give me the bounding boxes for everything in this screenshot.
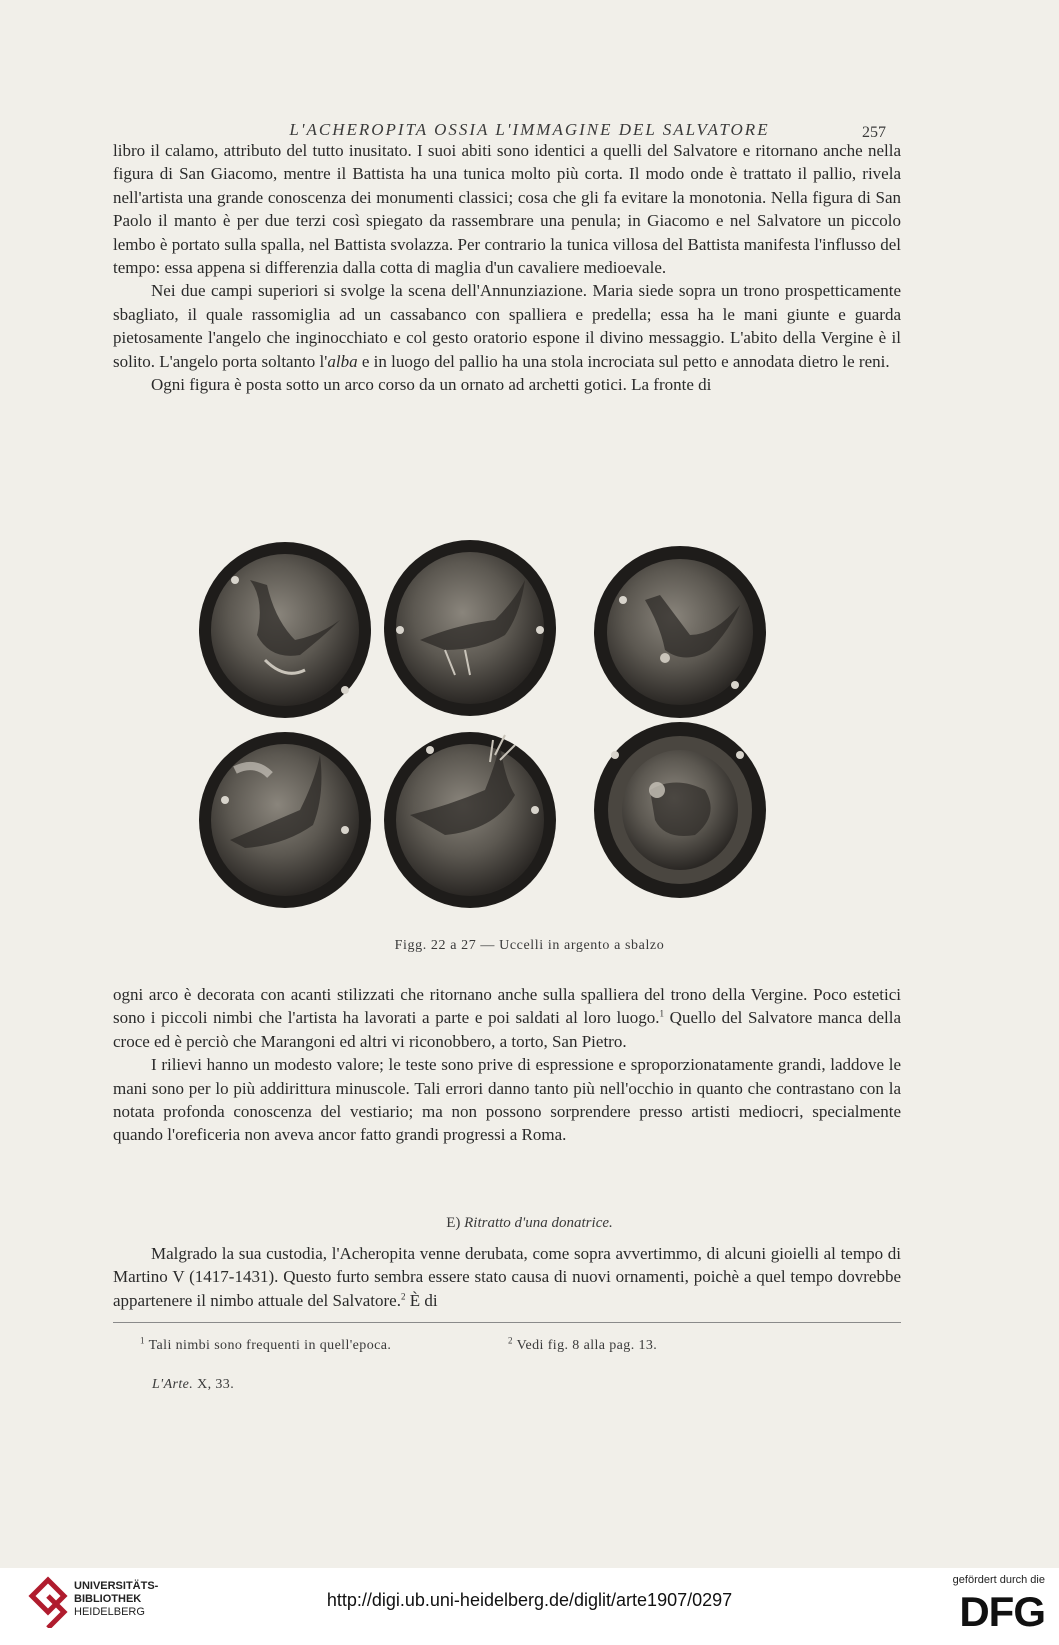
text-block-top	[113, 139, 901, 396]
paragraph-3: Ogni figura è posta sotto un arco corso da un ornato ad archetti gotici. La fronte di	[151, 375, 712, 395]
figure-silver-birds	[195, 540, 815, 920]
permalink-url[interactable]: http://digi.ub.uni-heidelberg.de/diglit/arte1907/0297	[326, 1590, 733, 1610]
medallion-fig-22	[199, 542, 371, 718]
page-number: 257	[862, 124, 886, 141]
signature-journal: L'Arte.	[152, 1377, 194, 1392]
paragraph-1: libro il calamo, attributo del tutto inusitato. I suoi abiti sono identici a quelli del Salvatore e ritornano anche nella figura di San Giacomo, mentre il Battista ha una tunica molto più corta. Il modo onde è trattato il pallio, rivela nell'artista una grande conoscenza dei monumenti classici; cosa che gli fa evitare la monotonia. Nella figura di San Paolo il manto è per due terzi così spiegato da rassembrare una penula; in Giacomo e nel Salvatore un piccolo lembo è portato sulla spalla, nel Battista svolazza. Per contrario la tunica villosa del Battista manifesta l'influsso del tempo: essa appena si differenzia dalla cotta di maglia d'un cavaliere medioevale.	[113, 141, 901, 278]
paragraph-2-text-end: e in luogo del pallio ha una stola incrociata sul petto e annodata dietro le reni.	[357, 351, 890, 371]
footnote-1	[140, 1335, 392, 1354]
footnote-ref-1: 1	[659, 1008, 664, 1019]
paragraph-4-text: ogni arco è decorata con acanti stilizzati che ritornano anche sulla spalliera del trono della Vergine. Poco estetici sono i piccoli nimbi che l'artista ha lavorati a parte e poi saldati al loro luogo.	[113, 985, 901, 1028]
text-block-middle	[113, 983, 901, 1147]
paragraph-6-text-end: È di	[405, 1290, 438, 1310]
medallion-fig-24	[594, 546, 766, 718]
dfg-logo: DFG	[959, 1588, 1045, 1635]
library-name-line-1: UNIVERSITÄTS-	[74, 1580, 159, 1592]
text-block-bottom	[113, 1242, 901, 1312]
paragraph-4-text-end: Quello del Salvatore manca della croce ed è perciò che Marangoni ed altri vi riconobbero, a torto, San Pietro.	[113, 1008, 901, 1051]
medallion-fig-26	[384, 732, 556, 908]
footnote-ref-2: 2	[400, 1291, 406, 1302]
footnote-divider	[113, 1322, 901, 1323]
signature-volume: X, 33.	[197, 1377, 235, 1392]
paragraph-5: I rilievi hanno un modesto valore; le teste sono prive di espressione e sproporzionatamente grandi, laddove le mani sono per lo più addirittura minuscole. Tali errori danno tanto più nell'occhio in quanto che contrastano con la notata profonda conoscenza del vestiario; ma non possono sorprendere presso artisti mediocri, specialmente quando l'oreficeria non aveva ancor fatto grandi progressi a Roma.	[113, 1055, 901, 1145]
paragraph-2-text: Nei due campi superiori si svolge la scena dell'Annunziazione. Maria siede sopra un trono prospetticamente sbagliato, il quale rassomiglia ad un cassabanco con spalliera e predella; essa ha le mani giunte e guarda pietosamente l'angelo che inginocchiato e col gesto oratorio espone il divino messaggio. L'abito della Vergine è il solito. L'angelo porta soltanto l'	[113, 281, 901, 371]
medallion-fig-27	[594, 722, 766, 898]
medallion-plate	[195, 540, 815, 920]
paragraph-2	[113, 279, 901, 373]
section-letter: E)	[446, 1215, 461, 1231]
figure-caption: Figg. 22 a 27 — Uccelli in argento a sbalzo	[394, 938, 665, 953]
paragraph-2-italic: alba	[327, 351, 358, 371]
footnote-1-text: Tali nimbi sono frequenti in quell'epoca.	[148, 1338, 392, 1353]
funded-by-label: gefördert durch die	[952, 1574, 1045, 1586]
section-heading	[0, 1215, 1059, 1232]
medallion-fig-25	[199, 732, 371, 908]
section-title: Ritratto d'una donatrice.	[464, 1215, 613, 1231]
paragraph-4	[113, 983, 901, 1053]
library-name-line-2: BIBLIOTHEK	[74, 1593, 142, 1605]
paragraph-6-text: Malgrado la sua custodia, l'Acheropita venne derubata, come sopra avvertimmo, di alcuni gioielli al tempo di Martino V (1417-1431). Questo furto sembra essere stato causa di nuovi ornamenti, poichè a quel tempo dovrebbe appartenere il nimbo attuale del Salvatore.	[113, 1244, 901, 1310]
medallion-fig-23	[384, 540, 556, 716]
footnote-2	[508, 1335, 658, 1354]
footnote-2-text: Vedi fig. 8 alla pag. 13.	[516, 1338, 658, 1353]
paragraph-6	[113, 1242, 901, 1312]
running-head: L'ACHEROPITA OSSIA L'IMMAGINE DEL SALVATORE	[289, 120, 770, 139]
footnote-1-marker: 1	[140, 1335, 145, 1346]
signature-line	[152, 1377, 234, 1393]
footnote-2-marker: 2	[508, 1335, 513, 1346]
digitization-footer	[0, 1568, 1059, 1645]
library-name-line-3: HEIDELBERG	[74, 1606, 145, 1618]
